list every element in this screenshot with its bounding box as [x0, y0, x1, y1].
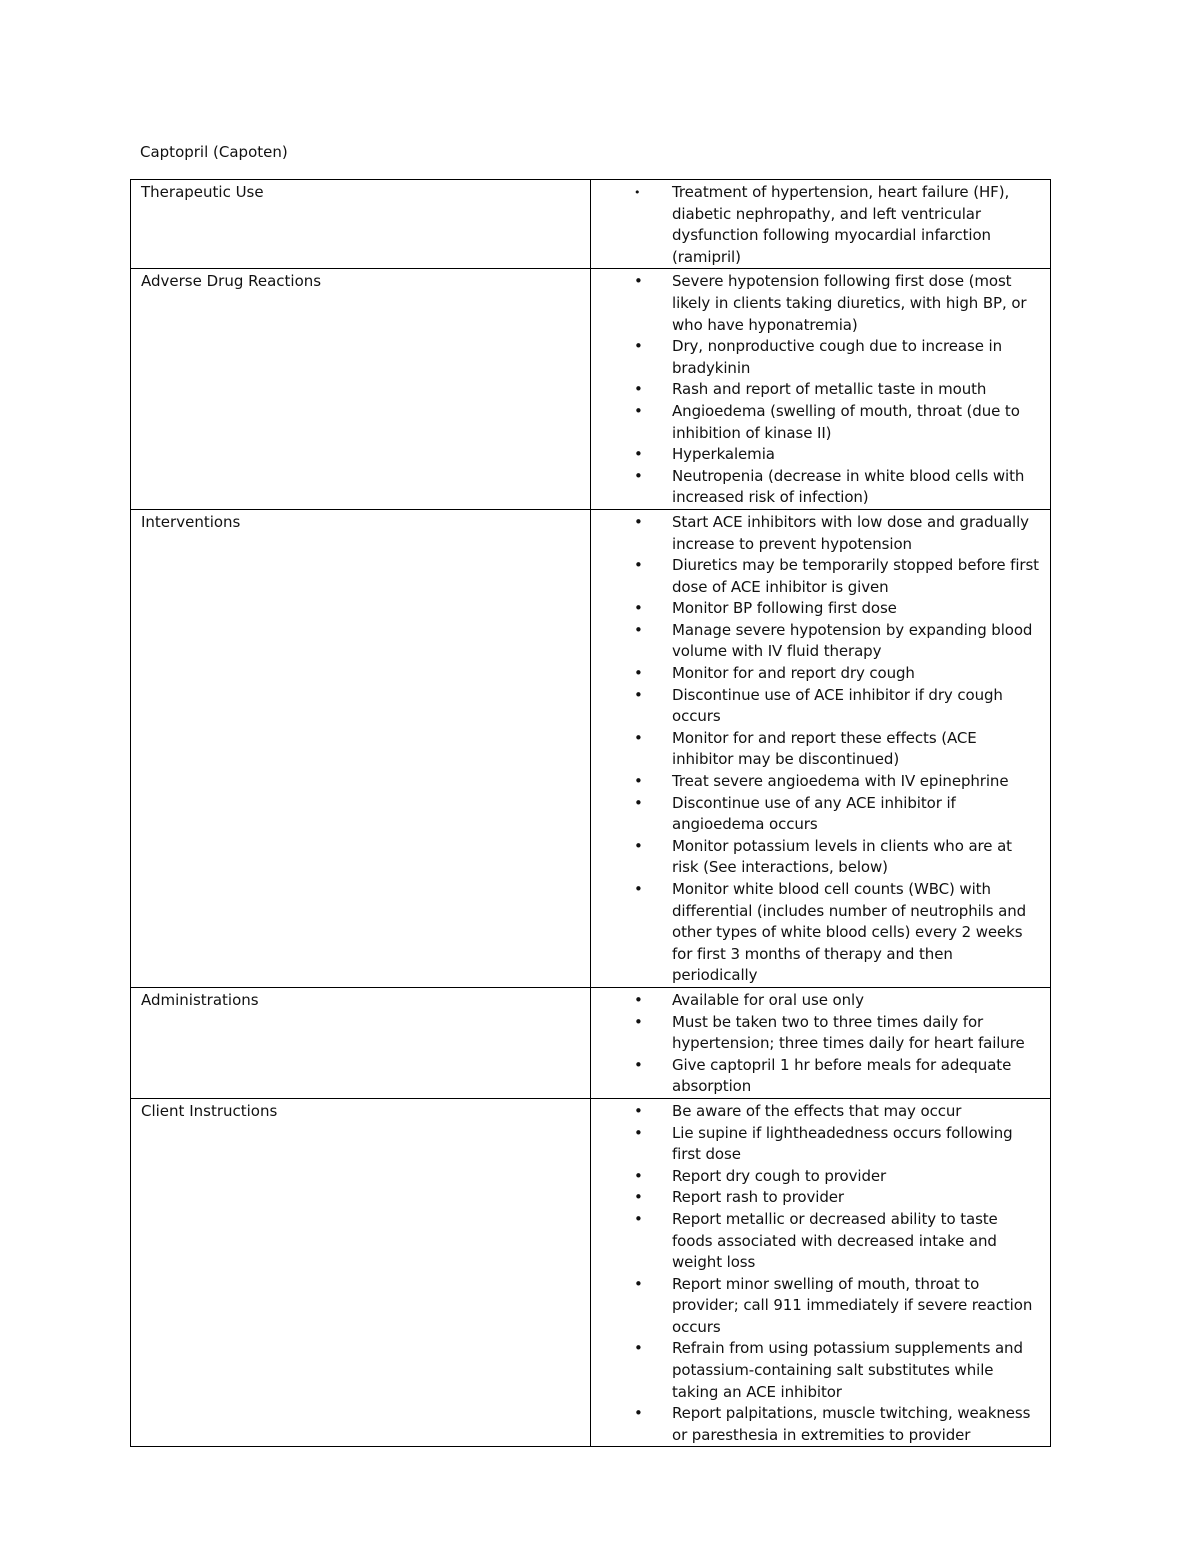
row-label-cell — [131, 1098, 591, 1447]
bullet-icon: • — [634, 466, 643, 485]
row-items-cell — [591, 987, 1051, 1098]
list-item — [591, 1187, 1042, 1209]
list-item-text: Must be taken two to three times daily for hypertension; three times daily for heart failure — [672, 1012, 1025, 1053]
bullet-list — [591, 1099, 1050, 1447]
list-item — [591, 182, 1042, 268]
row-label-cell — [131, 509, 591, 987]
bullet-icon: • — [634, 599, 643, 618]
bullet-icon: • — [634, 1188, 643, 1207]
row-items-cell — [591, 509, 1051, 987]
row-items-cell — [591, 1098, 1051, 1447]
bullet-icon: • — [634, 512, 643, 531]
row-label-cell — [131, 987, 591, 1098]
bullet-icon: • — [634, 1404, 643, 1423]
document-title: Captopril (Capoten) — [140, 143, 288, 161]
list-item — [591, 466, 1042, 509]
row-label: Interventions — [141, 512, 241, 531]
bullet-list — [591, 510, 1050, 987]
list-item-text: Monitor white blood cell counts (WBC) with differential (includes number of neutrophils and other types of white blood cells) every 2 weeks for first 3 months of therapy and then periodically — [672, 880, 1027, 985]
list-item-text: Discontinue use of ACE inhibitor if dry cough occurs — [672, 685, 1003, 726]
list-item — [591, 1338, 1042, 1403]
bullet-icon: • — [634, 1012, 643, 1031]
list-item-text: Discontinue use of any ACE inhibitor if angioedema occurs — [672, 793, 956, 834]
row-items-cell — [591, 180, 1051, 269]
list-item — [591, 990, 1042, 1012]
list-item-text: Hyperkalemia — [672, 445, 775, 464]
table-row-therapeutic-use — [131, 180, 1051, 269]
table-row-interventions — [131, 509, 1051, 987]
list-item — [591, 555, 1042, 598]
list-item — [591, 836, 1042, 879]
row-label-cell — [131, 269, 591, 510]
bullet-icon: • — [634, 380, 643, 399]
list-item — [591, 1403, 1042, 1446]
list-item — [591, 728, 1042, 771]
bullet-list — [591, 180, 1050, 268]
list-item — [591, 1123, 1042, 1166]
list-item-text: Rash and report of metallic taste in mouth — [672, 380, 987, 399]
list-item-text: Dry, nonproductive cough due to increase in bradykinin — [672, 337, 1002, 377]
row-label-cell — [131, 180, 591, 269]
bullet-list — [591, 988, 1050, 1098]
list-item — [591, 685, 1042, 728]
drug-info-table — [130, 179, 1051, 1447]
list-item — [591, 771, 1042, 793]
list-item-text: Refrain from using potassium supplements and potassium-containing salt substitutes while taking an ACE inhibitor — [672, 1339, 1023, 1401]
bullet-icon: • — [634, 1101, 643, 1120]
list-item-text: Start ACE inhibitors with low dose and gradually increase to prevent hypotension — [672, 512, 1029, 553]
list-item-text: Treatment of hypertension, heart failure (HF), diabetic nephropathy, and left ventricular dysfunction following myocardial infarction (ramipril) — [672, 183, 1010, 266]
list-item — [591, 879, 1042, 987]
list-item — [591, 336, 1042, 379]
list-item-text: Severe hypotension following first dose (most likely in clients taking diuretics, with high BP, or who have hyponatremia) — [672, 272, 1027, 334]
list-item — [591, 793, 1042, 836]
list-item — [591, 598, 1042, 620]
list-item-text: Monitor potassium levels in clients who are at risk (See interactions, below) — [672, 836, 1012, 877]
bullet-icon: • — [634, 272, 643, 291]
list-item-text: Manage severe hypotension by expanding blood volume with IV fluid therapy — [672, 620, 1033, 661]
list-item-text: Available for oral use only — [672, 990, 864, 1009]
bullet-icon: • — [634, 772, 643, 791]
bullet-icon: • — [634, 990, 643, 1009]
bullet-icon: • — [634, 836, 643, 855]
row-label: Therapeutic Use — [141, 183, 264, 201]
list-item-text: Angioedema (swelling of mouth, throat (due to inhibition of kinase II) — [672, 401, 1020, 442]
list-item — [591, 379, 1042, 401]
row-label: Adverse Drug Reactions — [141, 272, 322, 291]
list-item-text: Monitor for and report these effects (ACE inhibitor may be discontinued) — [672, 728, 977, 769]
bullet-list — [591, 269, 1050, 509]
bullet-icon: • — [634, 1055, 643, 1074]
table-row-adverse-drug-reactions — [131, 269, 1051, 510]
list-item-text: Report minor swelling of mouth, throat to provider; call 911 immediately if severe reaction occurs — [672, 1274, 1033, 1336]
bullet-icon: • — [634, 1339, 643, 1358]
list-item — [591, 620, 1042, 663]
list-item-text: Treat severe angioedema with IV epinephrine — [672, 772, 1009, 791]
list-item — [591, 512, 1042, 555]
row-label: Client Instructions — [141, 1101, 278, 1120]
row-items-cell — [591, 269, 1051, 510]
bullet-icon: • — [634, 186, 641, 199]
list-item-text: Report palpitations, muscle twitching, weakness or paresthesia in extremities to provider — [672, 1404, 1031, 1444]
table-row-client-instructions — [131, 1098, 1051, 1447]
bullet-icon: • — [634, 1209, 643, 1228]
list-item-text: Neutropenia (decrease in white blood cells with increased risk of infection) — [672, 466, 1025, 507]
bullet-icon: • — [634, 1274, 643, 1293]
table-row-administrations — [131, 987, 1051, 1098]
list-item — [591, 1055, 1042, 1098]
list-item-text: Report dry cough to provider — [672, 1166, 887, 1185]
bullet-icon: • — [634, 556, 643, 575]
list-item-text: Lie supine if lightheadedness occurs following first dose — [672, 1123, 1013, 1164]
list-item — [591, 1012, 1042, 1055]
list-item-text: Monitor BP following first dose — [672, 599, 897, 618]
list-item-text: Report metallic or decreased ability to taste foods associated with decreased intake and weight loss — [672, 1209, 998, 1272]
list-item-text: Be aware of the effects that may occur — [672, 1101, 962, 1120]
list-item — [591, 1274, 1042, 1339]
bullet-icon: • — [634, 793, 643, 812]
list-item — [591, 444, 1042, 466]
bullet-icon: • — [634, 728, 643, 747]
bullet-icon: • — [634, 1166, 643, 1185]
list-item-text: Diuretics may be temporarily stopped before first dose of ACE inhibitor is given — [672, 556, 1039, 596]
row-label: Administrations — [141, 990, 259, 1009]
bullet-icon: • — [634, 445, 643, 464]
bullet-icon: • — [634, 664, 643, 683]
list-item-text: Report rash to provider — [672, 1188, 844, 1207]
list-item — [591, 271, 1042, 336]
bullet-icon: • — [634, 620, 643, 639]
bullet-icon: • — [634, 337, 643, 356]
bullet-icon: • — [634, 880, 643, 898]
list-item — [591, 663, 1042, 685]
bullet-icon: • — [634, 401, 643, 420]
list-item — [591, 1209, 1042, 1274]
list-item — [591, 1166, 1042, 1188]
bullet-icon: • — [634, 1123, 643, 1142]
list-item — [591, 1101, 1042, 1123]
list-item — [591, 401, 1042, 444]
bullet-icon: • — [634, 685, 643, 704]
list-item-text: Give captopril 1 hr before meals for adequate absorption — [672, 1055, 1012, 1096]
list-item-text: Monitor for and report dry cough — [672, 664, 915, 683]
